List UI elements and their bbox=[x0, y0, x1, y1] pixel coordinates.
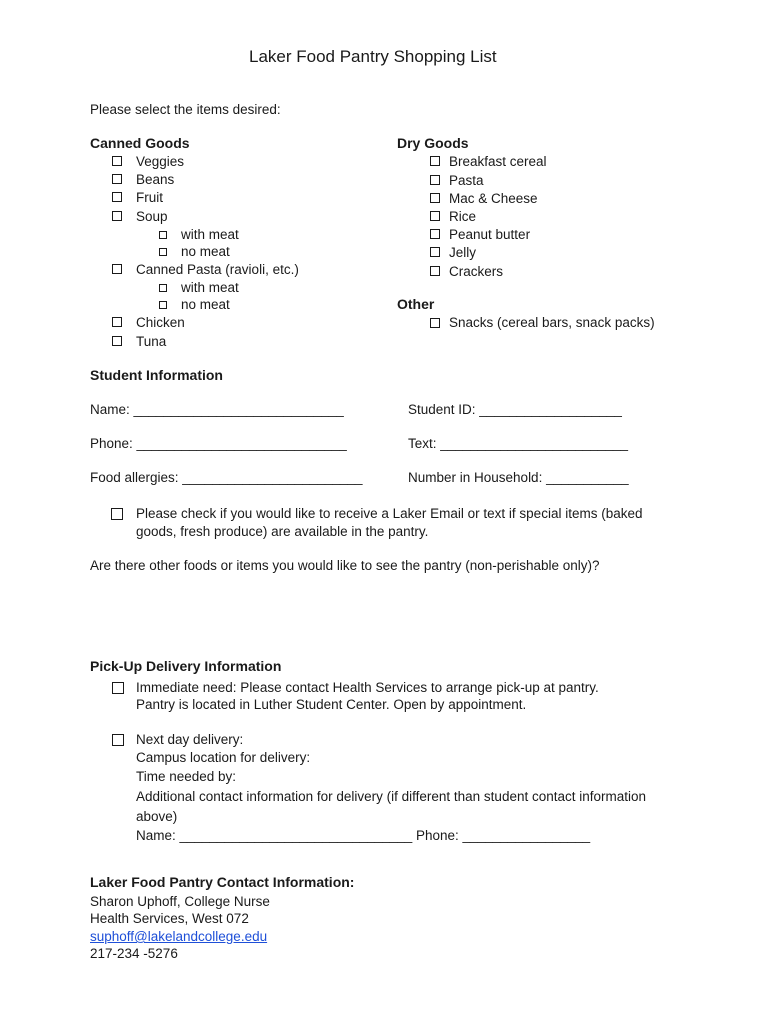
notify-text-line2: goods, fresh produce) are available in the pantry. bbox=[136, 524, 429, 539]
additional-contact-line1: Additional contact information for delivery (if different than student contact information bbox=[136, 789, 647, 804]
pickup-heading: Pick-Up Delivery Information bbox=[90, 658, 282, 674]
name-field[interactable]: Name: ____________________________ bbox=[90, 402, 344, 417]
soup-with-meat-label: with meat bbox=[181, 227, 239, 242]
canned-pasta-label: Canned Pasta (ravioli, etc.) bbox=[136, 262, 299, 277]
campus-location-label: Campus location for delivery: bbox=[136, 750, 311, 765]
tuna-checkbox[interactable] bbox=[112, 336, 122, 346]
page-title: Laker Food Pantry Shopping List bbox=[249, 47, 497, 66]
pasta-no-meat-checkbox[interactable] bbox=[159, 301, 167, 309]
pasta-with-meat-label: with meat bbox=[181, 280, 239, 295]
dry-goods-item: Crackers bbox=[449, 264, 504, 279]
other-foods-question: Are there other foods or items you would like to see the pantry (non-perishable only)? bbox=[90, 558, 600, 573]
dry-goods-item: Pasta bbox=[449, 173, 484, 188]
beans-checkbox[interactable] bbox=[112, 174, 122, 184]
contact-phone: 217-234 -5276 bbox=[90, 946, 178, 961]
snacks-checkbox[interactable] bbox=[430, 318, 440, 328]
dry-goods-item: Jelly bbox=[449, 245, 477, 260]
immediate-need-line1: Immediate need: Please contact Health Services to arrange pick-up at pantry. bbox=[136, 680, 599, 695]
food-allergies-field[interactable]: Food allergies: ________________________ bbox=[90, 470, 363, 485]
canned-pasta-checkbox[interactable] bbox=[112, 264, 122, 274]
immediate-need-checkbox[interactable] bbox=[112, 682, 124, 694]
delivery-name-phone-field[interactable]: Name: _______________________________ Phone: _________________ bbox=[136, 828, 591, 843]
notify-checkbox[interactable] bbox=[111, 508, 123, 520]
dry-goods-item: Breakfast cereal bbox=[449, 154, 547, 169]
jelly-checkbox[interactable] bbox=[430, 247, 440, 257]
dry-goods-item: Rice bbox=[449, 209, 477, 224]
phone-field[interactable]: Phone: ____________________________ bbox=[90, 436, 347, 451]
next-day-label: Next day delivery: bbox=[136, 732, 244, 747]
household-field[interactable]: Number in Household: ___________ bbox=[408, 470, 629, 485]
veggies-checkbox[interactable] bbox=[112, 156, 122, 166]
pasta-with-meat-checkbox[interactable] bbox=[159, 284, 167, 292]
soup-no-meat-checkbox[interactable] bbox=[159, 248, 167, 256]
contact-office: Health Services, West 072 bbox=[90, 911, 249, 926]
next-day-checkbox[interactable] bbox=[112, 734, 124, 746]
breakfast-cereal-checkbox[interactable] bbox=[430, 156, 440, 166]
rice-checkbox[interactable] bbox=[430, 211, 440, 221]
student-info-heading: Student Information bbox=[90, 367, 223, 383]
veggies-label: Veggies bbox=[136, 154, 185, 169]
soup-label: Soup bbox=[136, 209, 168, 224]
peanut-butter-checkbox[interactable] bbox=[430, 229, 440, 239]
text-field[interactable]: Text: _________________________ bbox=[408, 436, 628, 451]
chicken-checkbox[interactable] bbox=[112, 317, 122, 327]
fruit-label: Fruit bbox=[136, 190, 163, 205]
student-id-field[interactable]: Student ID: ___________________ bbox=[408, 402, 622, 417]
fruit-checkbox[interactable] bbox=[112, 192, 122, 202]
contact-email-link[interactable]: suphoff@lakelandcollege.edu bbox=[90, 929, 268, 944]
pasta-checkbox[interactable] bbox=[430, 175, 440, 185]
snacks-label: Snacks (cereal bars, snack packs) bbox=[449, 315, 655, 330]
contact-person: Sharon Uphoff, College Nurse bbox=[90, 894, 270, 909]
dry-goods-item: Peanut butter bbox=[449, 227, 531, 242]
mac-cheese-checkbox[interactable] bbox=[430, 193, 440, 203]
immediate-need-line2: Pantry is located in Luther Student Center. Open by appointment. bbox=[136, 697, 527, 712]
soup-with-meat-checkbox[interactable] bbox=[159, 231, 167, 239]
dry-goods-heading: Dry Goods bbox=[397, 135, 469, 151]
dry-goods-item: Mac & Cheese bbox=[449, 191, 538, 206]
soup-no-meat-label: no meat bbox=[181, 244, 230, 259]
additional-contact-line2: above) bbox=[136, 809, 178, 824]
soup-checkbox[interactable] bbox=[112, 211, 122, 221]
other-heading: Other bbox=[397, 296, 435, 312]
pasta-no-meat-label: no meat bbox=[181, 297, 230, 312]
instructions: Please select the items desired: bbox=[90, 102, 281, 117]
crackers-checkbox[interactable] bbox=[430, 266, 440, 276]
canned-goods-heading: Canned Goods bbox=[90, 135, 190, 151]
notify-text-line1: Please check if you would like to receive a Laker Email or text if special items (baked bbox=[136, 506, 643, 521]
contact-heading: Laker Food Pantry Contact Information: bbox=[90, 874, 355, 890]
tuna-label: Tuna bbox=[136, 334, 167, 349]
time-needed-label: Time needed by: bbox=[136, 769, 237, 784]
chicken-label: Chicken bbox=[136, 315, 185, 330]
beans-label: Beans bbox=[136, 172, 175, 187]
